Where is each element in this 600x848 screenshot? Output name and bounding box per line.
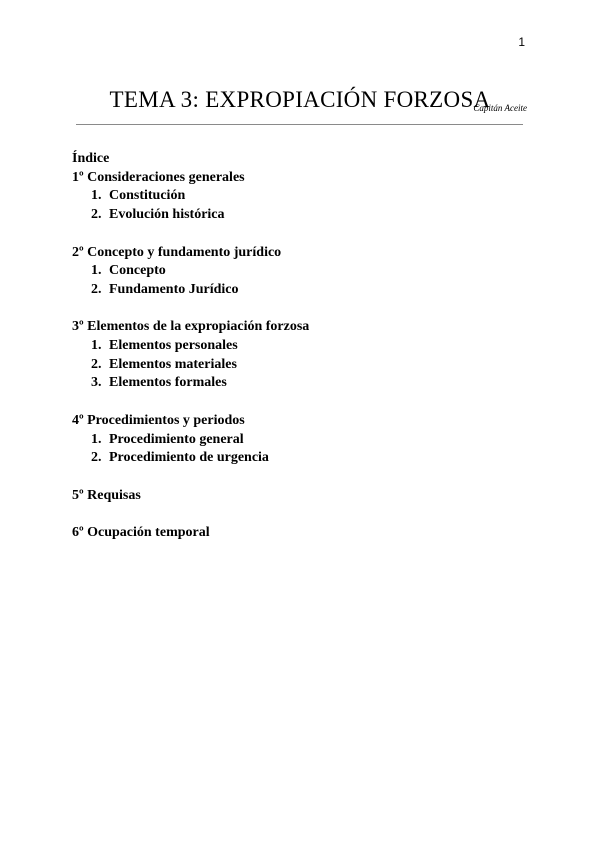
- toc-section: [72, 244, 532, 300]
- toc-subitem-list: [72, 431, 532, 468]
- toc-section: [72, 318, 532, 393]
- toc-section-title: 1º Consideraciones generales: [72, 169, 245, 185]
- toc-sections: [72, 169, 532, 543]
- toc-subitem-number: 1.: [91, 188, 102, 204]
- toc-subitem-list: [72, 337, 532, 393]
- toc-subitem-number: 2.: [91, 207, 102, 223]
- toc-section: [72, 169, 532, 225]
- toc-subitem: [72, 356, 532, 375]
- toc-subitem-number: 2.: [91, 356, 102, 372]
- toc-subitem: [72, 449, 532, 468]
- toc-subitem-label: Evolución histórica: [109, 207, 225, 223]
- toc-heading: Índice: [72, 151, 110, 166]
- toc-subitem-number: 2.: [91, 281, 102, 297]
- toc-section: [72, 524, 532, 543]
- toc-subitem-list: [72, 187, 532, 224]
- toc-subitem-label: Procedimiento general: [109, 431, 244, 447]
- toc-subitem-number: 3.: [91, 375, 102, 391]
- toc-subitem-number: 1.: [91, 263, 102, 279]
- table-of-contents: [72, 150, 532, 543]
- page-number: 1: [518, 35, 525, 49]
- author-name: Capitán Aceite: [473, 103, 527, 113]
- toc-section: [72, 487, 532, 506]
- toc-section-title: 3º Elementos de la expropiación forzosa: [72, 319, 310, 335]
- toc-subitem-label: Fundamento Jurídico: [109, 281, 239, 297]
- toc-subitem-number: 1.: [91, 431, 102, 447]
- toc-subitem-number: 1.: [91, 338, 102, 353]
- toc-subitem: [72, 374, 532, 393]
- toc-subitem: [72, 337, 532, 356]
- toc-subitem: [72, 262, 532, 281]
- toc-subitem-number: 2.: [91, 450, 102, 466]
- toc-subitem-label: Elementos formales: [109, 375, 227, 391]
- toc-subitem-label: Constitución: [109, 188, 186, 204]
- toc-subitem-label: Elementos personales: [109, 338, 238, 353]
- toc-section: [72, 412, 532, 468]
- toc-subitem: [72, 206, 532, 225]
- title-divider: [76, 124, 523, 125]
- toc-subitem-label: Procedimiento de urgencia: [109, 450, 269, 466]
- toc-subitem-label: Elementos materiales: [109, 356, 237, 372]
- toc-section-title: 6º Ocupación temporal: [72, 524, 210, 540]
- toc-subitem-label: Concepto: [109, 263, 166, 279]
- toc-subitem: [72, 187, 532, 206]
- toc-subitem: [72, 431, 532, 450]
- toc-section-title: 2º Concepto y fundamento jurídico: [72, 244, 282, 260]
- toc-section-title: 5º Requisas: [72, 487, 141, 503]
- toc-section-title: 4º Procedimientos y periodos: [72, 412, 245, 428]
- document-title: TEMA 3: EXPROPIACIÓN FORZOSA: [109, 87, 491, 113]
- toc-subitem: [72, 281, 532, 300]
- toc-subitem-list: [72, 262, 532, 299]
